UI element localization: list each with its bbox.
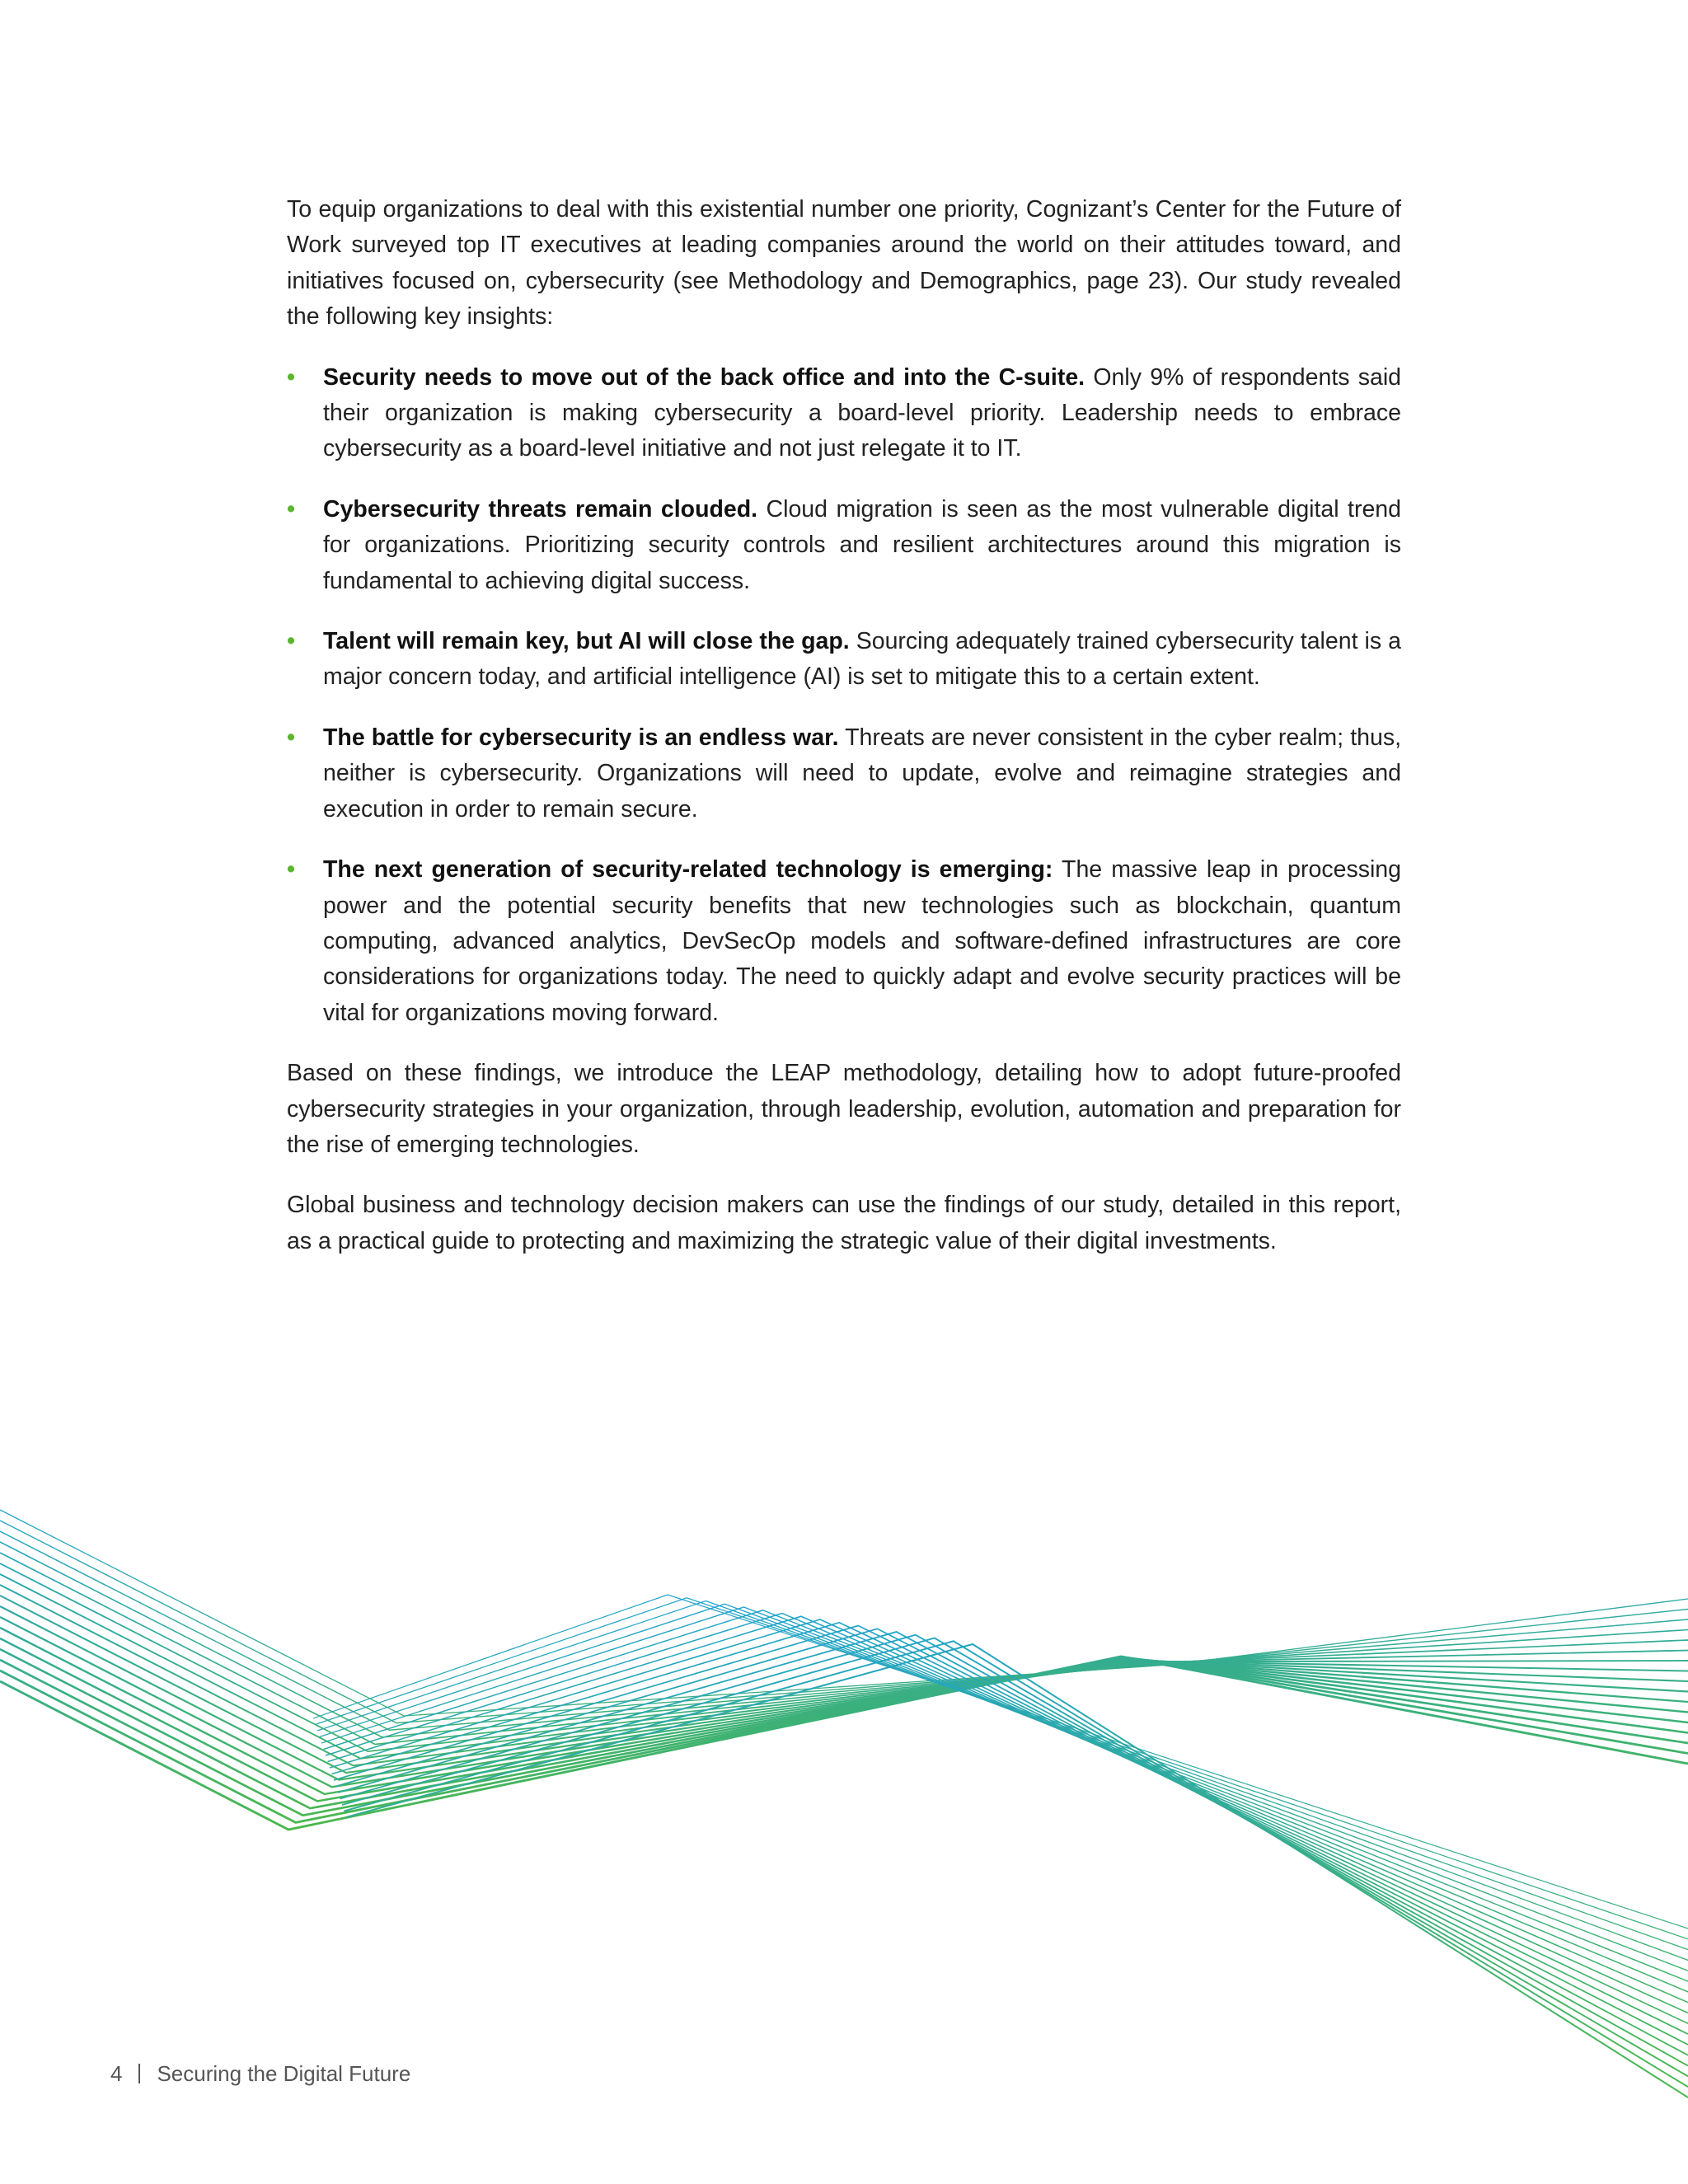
insights-list [287,360,1401,1032]
closing-paragraph: Global business and technology decision makers can use the findings of our study, detailed in this report, as a practical guide to protecting and maximizing the strategic value of their digital investments. [287,1192,1401,1254]
leap-paragraph: Based on these findings, we introduce the LEAP methodology, detailing how to adopt future-proofed cybersecurity strategies in your organization, through leadership, evolution, automation and preparation for the rise of emerging technologies. [287,1060,1401,1158]
insight-body: Only 9% of respondents said their organization is making cybersecurity a board-level priority. Leadership needs to embrace cybersecurity as a board-level initiative and not just relegate it to IT. [323,363,1402,462]
insight-heading: Talent will remain key, but AI will close the gap. [323,628,850,655]
insight-item [287,360,1401,467]
insight-heading: The next generation of security-related technology is emerging: [323,856,1053,883]
wave-line [326,1614,1688,1992]
wave-group-left [0,1510,1688,1830]
wave-line [336,1629,1688,2045]
wave-group-right [313,1595,1688,2097]
bullet-icon: • [287,724,295,751]
body-text [287,192,1401,1284]
insight-heading: Security needs to move out of the back office and into the C-suite. [323,363,1085,391]
bullet-icon: • [287,628,295,655]
insight-body: The massive leap in processing power and the potential security benefits that new technologies such as blockchain, quantum computing, advanced analytics, DevSecOp models and software-defined infrastructures are core considerations for organizations today. The need to quickly adapt and evolve security practices will be vital for organizations moving forward. [323,856,1402,1026]
insight-body: Sourcing adequately trained cybersecurity talent is a major concern today, and artificial intelligence (AI) is set to mitigate this to a certain extent. [323,628,1401,691]
wave-line [320,1604,1688,1960]
insight-body: Threats are never consistent in the cyber realm; thus, neither is cybersecurity. Organizations will need to update, evolve and reimagine strategies and execution in order to remain secure. [323,724,1401,823]
wave-line [0,1649,1688,1808]
insight-item [287,720,1401,827]
page-number: 4 [110,2061,123,2086]
wave-line [0,1563,1688,1751]
intro-paragraph: To equip organizations to deal with this existential number one priority, Cognizant’s Center for the Future of Work surveyed top IT executives at leading companies around the world on their attitudes toward, and initiatives focused on, cybersecurity (see Methodology and Demographics, page 23). Our study revealed the following key insights: [287,196,1401,330]
wave-line [0,1585,1688,1765]
insight-heading: The battle for cybersecurity is an endless war. [323,724,839,751]
insight-heading: Cybersecurity threats remain clouded. [323,495,758,523]
wave-line [342,1638,1688,2077]
footer-title: Securing the Digital Future [157,2061,411,2086]
bullet-icon: • [287,495,295,523]
insight-body: Cloud migration is seen as the most vulnerable digital trend for organizations. Prioritizing security controls and resilient architectures around this migration is fundamental to achieving digital success. [323,495,1401,594]
insight-item [287,624,1401,696]
page-footer [110,2061,410,2087]
bullet-icon: • [287,856,295,883]
wave-line [0,1510,1688,1716]
decorative-wave-lines [0,1483,1688,2110]
footer-divider [138,2064,140,2083]
insight-item [287,852,1401,1031]
insight-item [287,492,1401,599]
bullet-icon: • [287,363,295,391]
wave-line [338,1632,1688,2055]
